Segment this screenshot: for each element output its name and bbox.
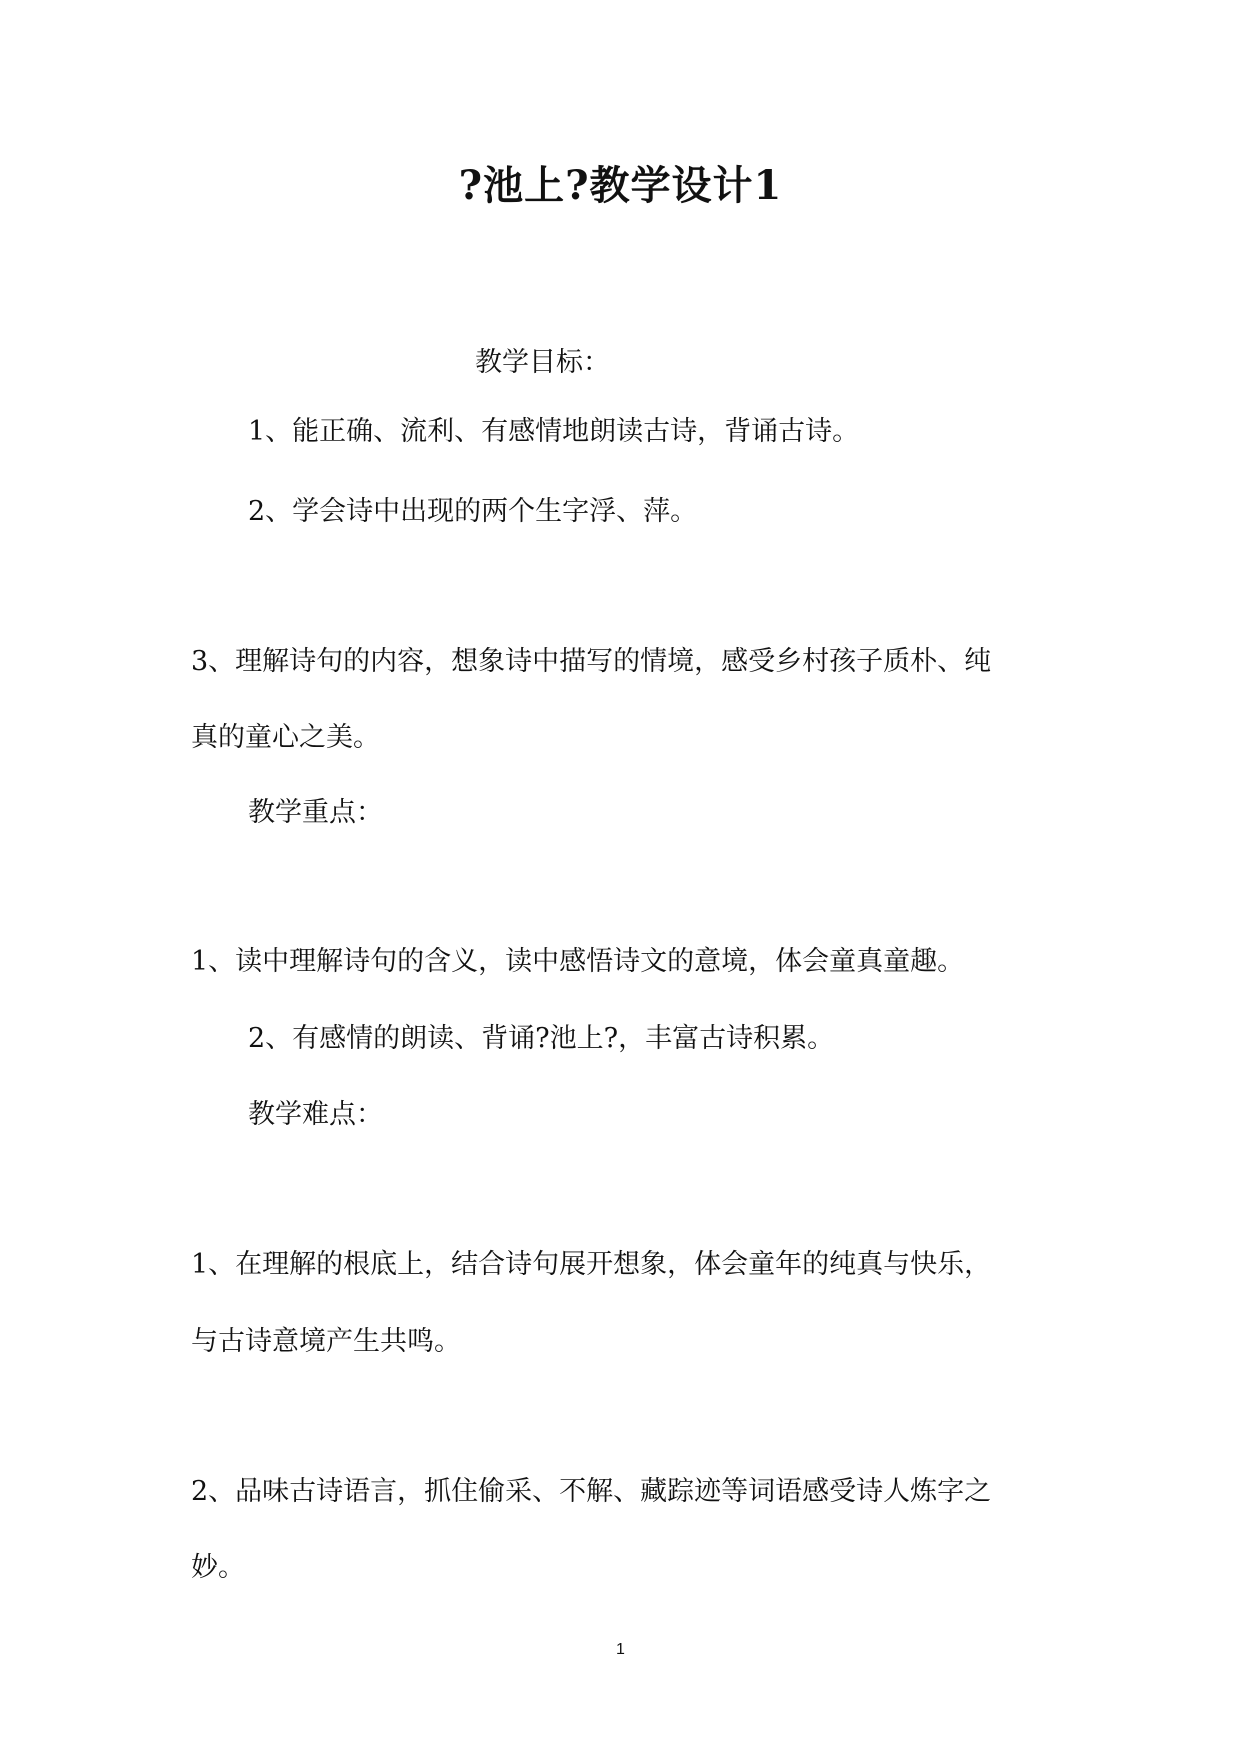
- objectives-heading: 教学目标：: [475, 347, 610, 378]
- difficulties-heading: 教学难点：: [248, 1099, 383, 1130]
- key-point-1: 1、读中理解诗句的含义，读中感悟诗文的意境，体会童真童趣。: [191, 946, 965, 977]
- difficulty-2-line-2: 妙。: [191, 1552, 245, 1583]
- page-number: 1: [616, 1641, 625, 1658]
- objective-3-line-1: 3、理解诗句的内容，想象诗中描写的情境，感受乡村孩子质朴、纯: [191, 646, 992, 677]
- difficulty-2-line-1: 2、品味古诗语言，抓住偷采、不解、藏踪迹等词语感受诗人炼字之: [191, 1476, 992, 1507]
- objective-3-line-2: 真的童心之美。: [191, 722, 380, 753]
- key-points-heading: 教学重点：: [248, 797, 383, 828]
- objective-2: 2、学会诗中出现的两个生字浮、萍。: [248, 496, 698, 527]
- document-title: ?池上?教学设计1: [458, 162, 783, 209]
- difficulty-1-line-1: 1、在理解的根底上，结合诗句展开想象，体会童年的纯真与快乐，: [191, 1249, 992, 1280]
- objective-1: 1、能正确、流利、有感情地朗读古诗，背诵古诗。: [248, 416, 860, 447]
- key-point-2: 2、有感情的朗读、背诵?池上?，丰富古诗积累。: [248, 1023, 835, 1054]
- difficulty-1-line-2: 与古诗意境产生共鸣。: [191, 1326, 461, 1357]
